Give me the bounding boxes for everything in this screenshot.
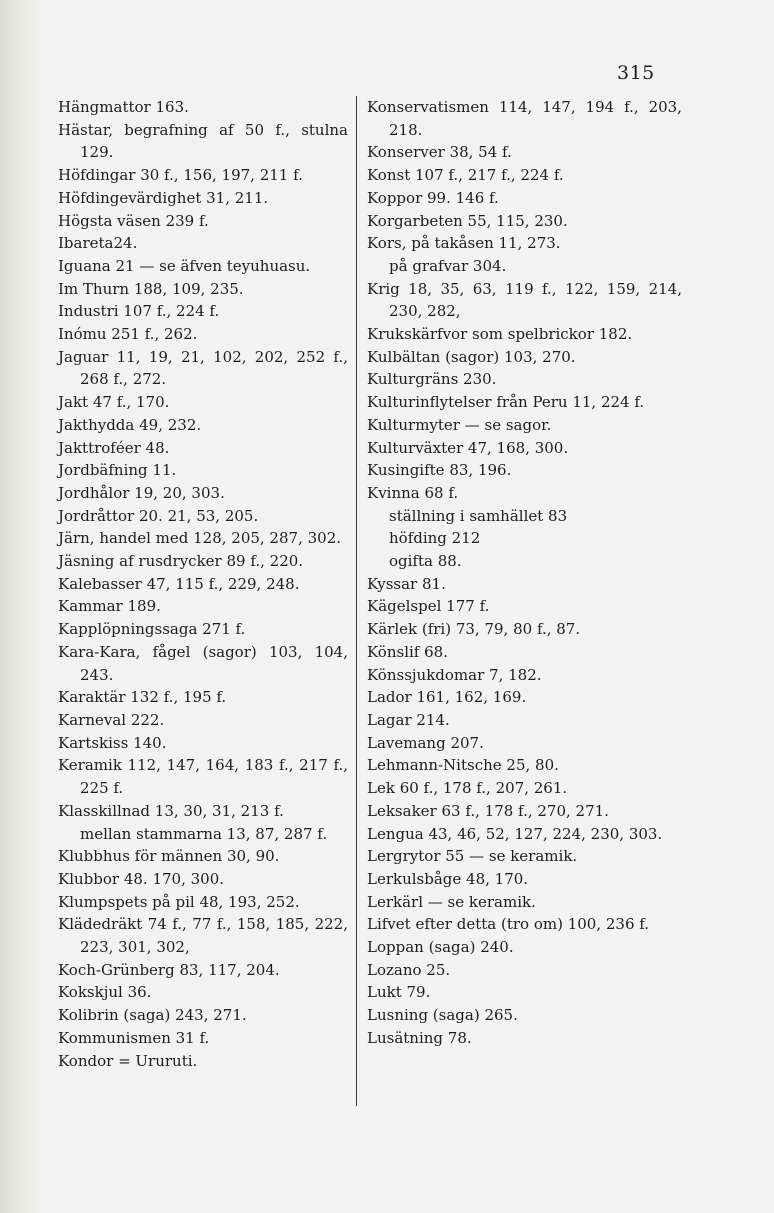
index-entry: Kulturgräns 230. bbox=[367, 370, 497, 389]
page-edge-shadow bbox=[0, 0, 38, 1213]
index-entry: Leksaker 63 f., 178 f., 270, 271. bbox=[367, 801, 609, 820]
index-entry: Lifvet efter detta (tro om) 100, 236 f. bbox=[367, 915, 650, 934]
index-entry: Lagar 214. bbox=[367, 710, 450, 729]
index-subentry: höfding 212 bbox=[389, 529, 481, 548]
index-entry: Kärlek (fri) 73, 79, 80 f., 87. bbox=[367, 620, 581, 639]
index-entry: Karneval 222. bbox=[58, 710, 165, 729]
index-entry: Kusingifte 83, 196. bbox=[367, 461, 512, 480]
index-entry: Kapplöpningssaga 271 f. bbox=[58, 620, 246, 639]
index-entry: Kolibrin (saga) 243, 271. bbox=[58, 1006, 247, 1025]
index-entry: Lavemang 207. bbox=[367, 733, 484, 752]
index-subentry: på grafvar 304. bbox=[389, 256, 507, 275]
index-entry: Kommunismen 31 f. bbox=[58, 1028, 210, 1047]
index-entry: Lengua 43, 46, 52, 127, 224, 230, 303. bbox=[367, 824, 663, 843]
index-entry: Krukskärfvor som spelbrickor 182. bbox=[367, 325, 633, 344]
index-entry: Lerkärl — se keramik. bbox=[367, 892, 536, 911]
index-entry: Kvinna 68 f. bbox=[367, 483, 459, 502]
index-entry: Jordråttor 20. 21, 53, 205. bbox=[58, 506, 259, 525]
index-entry: Högsta väsen 239 f. bbox=[58, 211, 209, 230]
index-entry: Könslif 68. bbox=[367, 642, 448, 661]
index-entry: Krig 18, 35, 63, 119 f., 122, 159, 214, 230, 282, bbox=[367, 279, 682, 321]
index-subentry: ställning i samhället 83 bbox=[389, 506, 568, 525]
index-entry: Karaktär 132 f., 195 f. bbox=[58, 688, 227, 707]
index-entry: Korgarbeten 55, 115, 230. bbox=[367, 211, 568, 230]
index-entry: Keramik 112, 147, 164, 183 f., 217 f., 225 f. bbox=[58, 756, 348, 798]
index-column-right bbox=[367, 96, 682, 1050]
index-entry: Hästar, begrafning af 50 f., stulna 129. bbox=[58, 120, 348, 162]
index-entry: Lozano 25. bbox=[367, 960, 451, 979]
index-entry: Klasskillnad 13, 30, 31, 213 f. bbox=[58, 801, 284, 820]
index-entry: Konst 107 f., 217 f., 224 f. bbox=[367, 166, 564, 185]
index-entry: Kulturinflytelser från Peru 11, 224 f. bbox=[367, 393, 645, 412]
index-column-left bbox=[58, 96, 348, 1072]
index-entry: Könssjukdomar 7, 182. bbox=[367, 665, 542, 684]
index-entry: Klubbor 48. 170, 300. bbox=[58, 869, 225, 888]
index-entry: Inómu 251 f., 262. bbox=[58, 325, 198, 344]
index-entry: Konserver 38, 54 f. bbox=[367, 143, 512, 162]
index-entry: Jäsning af rusdrycker 89 f., 220. bbox=[58, 552, 304, 571]
index-entry: Kondor = Ururuti. bbox=[58, 1051, 198, 1070]
index-entry: Iguana 21 — se äfven teyuhuasu. bbox=[58, 256, 311, 275]
index-entry: Konservatismen 114, 147, 194 f., 203, 218. bbox=[367, 98, 682, 139]
index-entry: Jakt 47 f., 170. bbox=[58, 393, 170, 412]
index-entry: Hängmattor 163. bbox=[58, 98, 189, 116]
index-entry: Kulbältan (sagor) 103, 270. bbox=[367, 347, 576, 366]
index-entry: Kägelspel 177 f. bbox=[367, 597, 490, 616]
index-entry: Höfdingevärdighet 31, 211. bbox=[58, 188, 269, 207]
index-entry: Loppan (saga) 240. bbox=[367, 938, 514, 957]
index-entry: Jordbäfning 11. bbox=[58, 461, 177, 480]
index-entry: Ibareta24. bbox=[58, 234, 138, 253]
index-entry: Im Thurn 188, 109, 235. bbox=[58, 279, 244, 298]
index-entry: Jaguar 11, 19, 21, 102, 202, 252 f., 268 f., 272. bbox=[58, 347, 348, 389]
index-entry: Jakttroféer 48. bbox=[58, 438, 170, 457]
index-entry: Kulturmyter — se sagor. bbox=[367, 415, 552, 434]
index-entry: Kors, på takåsen 11, 273. bbox=[367, 234, 561, 253]
index-entry: Lerkulsbåge 48, 170. bbox=[367, 869, 529, 888]
index-entry: Kartskiss 140. bbox=[58, 733, 167, 752]
index-entry: Lador 161, 162, 169. bbox=[367, 688, 527, 707]
index-entry: Klubbhus för männen 30, 90. bbox=[58, 847, 280, 866]
index-entry: Kalebasser 47, 115 f., 229, 248. bbox=[58, 574, 300, 593]
index-entry: Jakthydda 49, 232. bbox=[58, 415, 202, 434]
column-divider bbox=[356, 96, 357, 1106]
page-number: 315 bbox=[617, 62, 655, 84]
index-entry: Lehmann-Nitsche 25, 80. bbox=[367, 756, 559, 775]
index-entry: Koppor 99. 146 f. bbox=[367, 188, 499, 207]
index-entry: Lukt 79. bbox=[367, 983, 431, 1002]
index-entry: Höfdingar 30 f., 156, 197, 211 f. bbox=[58, 166, 303, 185]
index-entry: Kyssar 81. bbox=[367, 574, 446, 593]
index-entry: Kara-Kara, fågel (sagor) 103, 104, 243. bbox=[58, 642, 348, 684]
index-entry: Jordhålor 19, 20, 303. bbox=[58, 483, 225, 502]
index-entry: Lusning (saga) 265. bbox=[367, 1006, 518, 1025]
index-entry: Kulturväxter 47, 168, 300. bbox=[367, 438, 569, 457]
index-entry: Kokskjul 36. bbox=[58, 983, 152, 1002]
index-entry: Lek 60 f., 178 f., 207, 261. bbox=[367, 779, 568, 798]
index-entry: Järn, handel med 128, 205, 287, 302. bbox=[58, 529, 342, 548]
index-entry: Lusätning 78. bbox=[367, 1028, 472, 1047]
index-entry: Klädedräkt 74 f., 77 f., 158, 185, 222, 223, 301, 302, bbox=[58, 915, 348, 957]
index-subentry: mellan stammarna 13, 87, 287 f. bbox=[80, 824, 328, 843]
index-subentry: ogifta 88. bbox=[389, 552, 462, 571]
index-entry: Industri 107 f., 224 f. bbox=[58, 302, 220, 321]
index-entry: Lergrytor 55 — se keramik. bbox=[367, 847, 578, 866]
index-entry: Kammar 189. bbox=[58, 597, 161, 616]
index-entry: Koch-Grünberg 83, 117, 204. bbox=[58, 960, 280, 979]
index-entry: Klumpspets på pil 48, 193, 252. bbox=[58, 892, 300, 911]
